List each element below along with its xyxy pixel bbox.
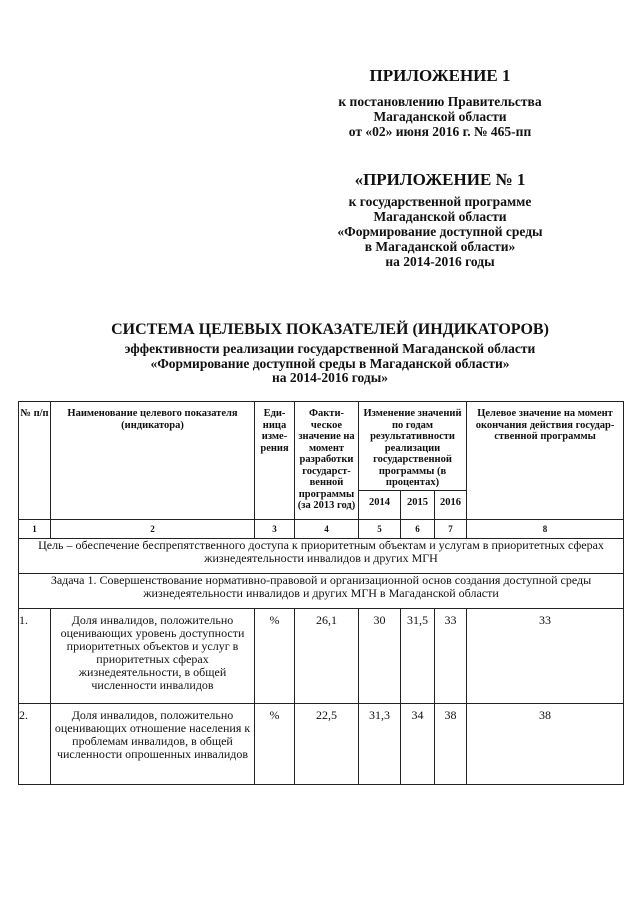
system-subheading: [40, 342, 620, 386]
header-unit: Еди-ница изме-рения: [255, 402, 295, 520]
header-num: № п/п: [19, 402, 51, 520]
row-2014: 31,3: [359, 704, 401, 785]
column-number: 5: [359, 520, 401, 539]
row-name: Доля инвалидов, положительно оценивающих уровень доступности приоритетных объектов и услуг в приоритетных сферах жизнедеятельности, в общей численности инвалидов: [51, 609, 255, 704]
row-2016: 38: [435, 704, 467, 785]
indicators-table: [18, 401, 624, 785]
appendix-2-line: в Магаданской области»: [364, 239, 516, 254]
column-numbers-row: [19, 520, 624, 539]
row-2015: 31,5: [401, 609, 435, 704]
row-target: 33: [467, 609, 624, 704]
appendix-1-block: [290, 66, 590, 139]
appendix-2-line: на 2014-2016 годы: [385, 254, 495, 269]
row-2015: 34: [401, 704, 435, 785]
header-change: Изменение значений по годам результативности реализации государственной программы (в процентах): [359, 402, 467, 491]
appendix-1-line: к постановлению Правительства: [338, 94, 542, 109]
row-num: 2.: [19, 704, 51, 785]
table-row: [19, 609, 624, 704]
column-number: 6: [401, 520, 435, 539]
header-name: Наименование целевого показателя (индикатора): [51, 402, 255, 520]
table-row: [19, 704, 624, 785]
system-subtitle-line: «Формирование доступной среды в Магаданской области»: [150, 355, 510, 371]
appendix-2-line: «Формирование доступной среды: [337, 224, 543, 239]
column-number: 2: [51, 520, 255, 539]
appendix-2-block: [290, 170, 590, 269]
column-number: 8: [467, 520, 624, 539]
header-year-2016: 2016: [435, 491, 467, 520]
row-2016: 33: [435, 609, 467, 704]
row-target: 38: [467, 704, 624, 785]
column-number: 3: [255, 520, 295, 539]
system-subtitle-line: на 2014-2016 годы»: [271, 370, 389, 385]
appendix-1-line: от «02» июня 2016 г. № 465-пп: [348, 124, 532, 139]
column-number: 7: [435, 520, 467, 539]
column-number: 4: [295, 520, 359, 539]
column-number: 1: [19, 520, 51, 539]
goal-row: [19, 539, 624, 574]
appendix-2-line: Магаданской области: [373, 209, 507, 224]
row-num: 1.: [19, 609, 51, 704]
system-title: СИСТЕМА ЦЕЛЕВЫХ ПОКАЗАТЕЛЕЙ (ИНДИКАТОРОВ): [111, 321, 549, 338]
appendix-2-line: к государственной программе: [348, 194, 532, 209]
row-name: Доля инвалидов, положительно оценивающих отношение населения к проблемам инвалидов, в общей численности опрошенных инвалидов: [51, 704, 255, 785]
row-2014: 30: [359, 609, 401, 704]
row-unit: %: [255, 704, 295, 785]
goal-text: Цель – обеспечение беспрепятственного доступа к приоритетным объектам и услугам в приоритетных сферах жизнедеятельности инвалидов и других МГН: [19, 539, 624, 574]
row-actual: 26,1: [295, 609, 359, 704]
appendix-1-line: Магаданской области: [373, 109, 507, 124]
system-heading: [40, 320, 620, 340]
system-subtitle-line: эффективности реализации государственной Магаданской области: [124, 341, 536, 356]
row-actual: 22,5: [295, 704, 359, 785]
appendix-2-title: «ПРИЛОЖЕНИЕ № 1: [354, 170, 526, 189]
header-target: Целевое значение на момент окончания действия государ-ственной программы: [467, 402, 624, 520]
task-text: Задача 1. Совершенствование нормативно-правовой и организационной основ создания доступной среды жизнедеятельности инвалидов и других МГН в Магаданской области: [19, 574, 624, 609]
header-year-2015: 2015: [401, 491, 435, 520]
task-row: [19, 574, 624, 609]
row-unit: %: [255, 609, 295, 704]
header-actual: Факти-ческое значение на момент разработки государст-венной программы (за 2013 год): [295, 402, 359, 520]
header-year-2014: 2014: [359, 491, 401, 520]
appendix-1-title: ПРИЛОЖЕНИЕ 1: [369, 66, 511, 85]
